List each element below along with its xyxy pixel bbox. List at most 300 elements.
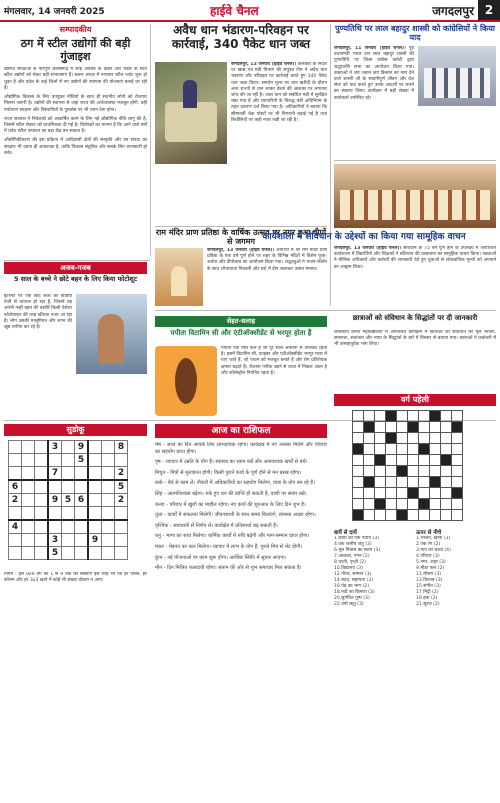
crossword-cell[interactable] (386, 477, 397, 488)
crossword-block (364, 422, 375, 433)
sudoku-cell[interactable] (62, 520, 75, 534)
health-header: सेहत-सलाह (155, 316, 327, 327)
ram-text: अयोध्या में श्री राम मंदिर प्राण प्रतिष्ठा के एक वर्ष पूर्ण होने पर शहर के विभिन्न मंदिरों में विशेष पूजा-अर्चना और दीपोत्सव का आयोजन किया गया। श्रद्धालुओं ने भजन-कीर्तन के साथ शोभायात्रा निकाली और घरों में दीप जलाकर उत्सव मनाया। (207, 248, 327, 272)
column-divider (330, 24, 331, 306)
sudoku-cell[interactable] (48, 480, 62, 494)
crossword-cell[interactable] (375, 510, 386, 521)
crossword-row (353, 433, 463, 444)
crossword-block (353, 444, 364, 455)
crossword-cell[interactable] (408, 444, 419, 455)
sudoku-cell[interactable] (22, 520, 35, 534)
down-clue: 21.सूरज (2) (416, 602, 440, 608)
sudoku-cell[interactable] (102, 467, 115, 481)
across-clue: 22.वर्षा ऋतु (3) (334, 602, 364, 608)
sudoku-cell[interactable] (75, 480, 89, 494)
sudoku-cell[interactable]: 2 (115, 467, 128, 481)
crossword-cell[interactable] (408, 499, 419, 510)
crossword-cell[interactable] (353, 466, 364, 477)
sudoku-grid (8, 440, 128, 560)
crossword-cell[interactable] (408, 477, 419, 488)
sudoku-cell[interactable] (75, 534, 89, 547)
crossword-block (353, 510, 364, 521)
down-clues (416, 536, 496, 608)
crossword-block (364, 477, 375, 488)
crossword-cell[interactable] (397, 499, 408, 510)
sudoku-cell[interactable]: 5 (75, 454, 89, 467)
masthead-brand: हाईवे चैनल (210, 4, 259, 18)
crossword-cell[interactable] (386, 422, 397, 433)
sudoku-cell[interactable] (102, 520, 115, 534)
sudoku-cell[interactable] (48, 520, 62, 534)
crossword-cell[interactable] (353, 433, 364, 444)
sudoku-cell[interactable]: 5 (48, 547, 62, 560)
across-title: बायें से दायें (334, 530, 357, 536)
across-clue: 18.नदी का किनारा (3) (334, 590, 375, 596)
rashi-item: मकर - मेहनत का फल मिलेगा। व्यापार में लाभ के योग हैं, पुराने मित्र से भेंट होगी। (155, 543, 303, 550)
down-clue: 11.मौसम (3) (416, 572, 442, 578)
crossword-cell[interactable] (452, 433, 463, 444)
crossword-cell[interactable] (364, 455, 375, 466)
sudoku-header: सुडोकू (4, 424, 147, 436)
crossword-row (353, 499, 463, 510)
sudoku-cell[interactable] (88, 480, 102, 494)
sudoku-cell[interactable] (62, 467, 75, 481)
sudoku-row (9, 534, 128, 547)
crossword-across (334, 530, 414, 608)
ram-dateline: जगदलपुर, 13 जनवरी (हाईवे चैनल)। (207, 248, 275, 253)
crossword-cell[interactable] (441, 477, 452, 488)
lead-dateline: जगदलपुर, 13 जनवरी (हाईवे चैनल)। (231, 62, 297, 67)
sudoku-cell[interactable] (102, 441, 115, 454)
sudoku-cell[interactable] (88, 547, 102, 560)
crossword-cell[interactable] (441, 466, 452, 477)
across-clue: 10.विद्यालय (3) (334, 566, 363, 572)
crossword-cell[interactable] (386, 510, 397, 521)
crossword-cell[interactable] (419, 455, 430, 466)
sudoku-cell[interactable] (88, 454, 102, 467)
shastri-dateline: जगदलपुर, 11 जनवरी (हाईवे चैनल)। (334, 46, 406, 51)
column-divider (150, 24, 151, 256)
crossword-cell[interactable] (430, 488, 441, 499)
crossword-cell[interactable] (452, 499, 463, 510)
sudoku-cell[interactable]: 4 (9, 520, 22, 534)
page-header (0, 0, 500, 22)
crossword-cell[interactable] (441, 488, 452, 499)
lead-title: अवैध धान भंडारण-परिवहन पर कार्रवाई, 340 पैकेट धान जब्त (171, 23, 311, 51)
down-clue: 17.मिट्टी (2) (416, 590, 439, 596)
crossword-cell[interactable] (408, 466, 419, 477)
sudoku-cell[interactable] (22, 494, 35, 507)
crossword-grid (352, 410, 463, 521)
across-clue: 12.गौरव, सम्मान (3) (334, 572, 372, 578)
ajab-story (4, 276, 147, 283)
crossword-block (397, 466, 408, 477)
crossword-cell[interactable] (353, 411, 364, 422)
rashi-item: मीन - दिन मिश्रित फलदायी रहेगा। संतान की ओर से शुभ समाचार मिल सकता है। (155, 565, 302, 572)
crossword-cell[interactable] (364, 444, 375, 455)
chhatra-title: छात्राओं को संविधान के सिद्धांतों पर दी जानकारी (352, 314, 478, 322)
papaya-photo (155, 346, 217, 416)
shastri-body (334, 46, 414, 156)
sudoku-cell[interactable] (115, 534, 128, 547)
page-number: 2 (478, 0, 500, 20)
crossword-cell[interactable] (353, 455, 364, 466)
sudoku-cell[interactable] (35, 547, 49, 560)
across-clue: 1.छाया का एक पर्याय (3) (334, 536, 379, 542)
sudoku-cell[interactable]: 6 (9, 480, 22, 494)
editorial-paragraph: औद्योगिक विकास के लिए उपयुक्त नीतियों के साथ ही स्थानीय लोगों को रोजगार मिलना जरूरी है। उद्योगों की स्थापना से जहां राज्य की अर्थव्यवस्था मजबूत होगी, वहीं पर्यावरण संरक्षण और विस्थापितों के पुनर्वास पर भी ध्यान देना होगा। (4, 95, 147, 113)
editorial-title: ठग में स्टील उद्योगों की बड़ी गुंजाइश (20, 37, 131, 63)
sudoku-row (9, 494, 128, 507)
crossword-block (452, 488, 463, 499)
crossword-block (375, 455, 386, 466)
crossword-block (386, 433, 397, 444)
crossword-cell[interactable] (441, 411, 452, 422)
sudoku-cell[interactable] (75, 547, 89, 560)
sudoku-row (9, 507, 128, 521)
sudoku-cell[interactable] (35, 520, 49, 534)
sudoku-cell[interactable] (35, 467, 49, 481)
rashi-item: धनु - भाग्य का साथ मिलेगा। धार्मिक कार्यों में रुचि बढ़ेगी और मान-सम्मान प्राप्त होगा। (155, 533, 310, 540)
crossword-row (353, 422, 463, 433)
chhatra-body (334, 330, 496, 390)
down-clue: 5.नगर, शहर (3) (416, 560, 446, 566)
sudoku-cell[interactable] (62, 454, 75, 467)
crossword-block (375, 499, 386, 510)
crossword-cell[interactable] (452, 466, 463, 477)
sudoku-cell[interactable] (9, 454, 22, 467)
crossword-cell[interactable] (452, 477, 463, 488)
sudoku-cell[interactable] (62, 534, 75, 547)
crossword-row (353, 477, 463, 488)
crossword-cell[interactable] (408, 411, 419, 422)
crossword-cell[interactable] (375, 466, 386, 477)
sudoku-cell[interactable]: 9 (88, 534, 102, 547)
crossword-table (352, 410, 463, 521)
sudoku-rules-text: नियम : इस 9x9 वर्ग की 1 से 9 तक की संख्याएं इस तरह भरें कि हर पंक्ति, हर कॉलम और हर 3x3 खाने में कोई भी संख्या दोबारा न आए। (4, 572, 147, 584)
sudoku-cell[interactable] (35, 454, 49, 467)
sudoku-cell[interactable] (9, 441, 22, 454)
crossword-cell[interactable] (430, 455, 441, 466)
crossword-cell[interactable] (375, 422, 386, 433)
crossword-cell[interactable] (441, 510, 452, 521)
sudoku-cell[interactable] (22, 547, 35, 560)
down-clue: 2.एक रंग (2) (416, 542, 441, 548)
karyashala-story (232, 232, 496, 242)
crossword-cell[interactable] (375, 411, 386, 422)
ajab-photo (76, 294, 147, 374)
sudoku-row (9, 467, 128, 481)
sudoku-cell[interactable] (22, 480, 35, 494)
sudoku-cell[interactable] (48, 507, 62, 521)
shastri-text: पूर्व प्रधानमंत्री भारत रत्न लाल बहादुर शास्त्री की पुण्यतिथि पर जिला कांग्रेस कमेटी द्वारा श्रद्धांजलि सभा का आयोजन किया गया। वक्ताओं ने जय जवान जय किसान का नारा देने वाले शास्त्री जी के सादगीपूर्ण जीवन और देश सेवा को याद करते हुए उनके आदर्शों पर चलने का संकल्प लिया। कार्यक्रम में बड़ी संख्या में कार्यकर्ता उपस्थित रहे। (334, 46, 414, 101)
sudoku-cell[interactable] (35, 480, 49, 494)
down-clue: 3.गाय का बच्चा (4) (416, 548, 451, 554)
sudoku-cell[interactable] (102, 480, 115, 494)
crossword-cell[interactable] (353, 499, 364, 510)
sudoku-cell[interactable] (22, 454, 35, 467)
sudoku-cell[interactable] (62, 441, 75, 454)
health-body (221, 346, 327, 416)
sudoku-cell[interactable] (62, 547, 75, 560)
sudoku-row (9, 480, 128, 494)
sudoku-cell[interactable] (22, 441, 35, 454)
crossword-cell[interactable] (441, 499, 452, 510)
crossword-cell[interactable] (397, 477, 408, 488)
crossword-header: वर्ग पहेली (334, 394, 496, 406)
crossword-cell[interactable] (386, 488, 397, 499)
crossword-down (416, 530, 496, 608)
sudoku-cell[interactable]: 9 (48, 494, 62, 507)
down-clue: 15.संगीत (3) (416, 584, 441, 590)
crossword-cell[interactable] (364, 411, 375, 422)
crossword-cell[interactable] (452, 411, 463, 422)
chhatra-text: शासकीय कन्या महाविद्यालय में आयोजित कार्यक्रम में छात्राओं को संविधान की मूल भावना, समानता, स्वतंत्रता और न्याय के सिद्धांतों के बारे में विस्तार से बताया गया। छात्राओं ने प्रश्नोत्तरी में भी उत्साहपूर्वक भाग लिया। (334, 330, 496, 348)
shastri-story (334, 24, 496, 42)
rashi-item: मेष - आज का दिन आपके लिए लाभदायक रहेगा। कार्यक्षेत्र में नए अवसर मिलेंगे और परिवार का सहयोग प्राप्त होगा। (155, 442, 327, 455)
across-clues (334, 536, 414, 608)
crossword-cell[interactable] (430, 499, 441, 510)
karyashala-photo (334, 164, 496, 228)
sudoku-cell[interactable] (35, 494, 49, 507)
across-clue: 8.धरती, पृथ्वी (2) (334, 560, 366, 566)
sudoku-cell[interactable] (102, 507, 115, 521)
chhatra-story (334, 314, 496, 322)
sudoku-cell[interactable]: 8 (115, 441, 128, 454)
sudoku-cell[interactable] (9, 534, 22, 547)
sudoku-cell[interactable] (62, 480, 75, 494)
crossword-cell[interactable] (430, 422, 441, 433)
sudoku-cell[interactable]: 6 (75, 494, 89, 507)
crossword-cell[interactable] (397, 488, 408, 499)
rashi-item: सिंह - आत्मविश्वास बढ़ेगा। रुके हुए धन की प्राप्ति हो सकती है, वाणी पर संयम रखें। (155, 490, 307, 497)
rashifal-list (155, 442, 327, 797)
section-divider (334, 160, 496, 161)
sudoku-cell[interactable] (35, 441, 49, 454)
crossword-cell[interactable] (452, 455, 463, 466)
crossword-cell[interactable] (353, 422, 364, 433)
crossword-cell[interactable] (408, 455, 419, 466)
sudoku-cell[interactable] (88, 507, 102, 521)
crossword-cell[interactable] (375, 488, 386, 499)
sudoku-row (9, 520, 128, 534)
sudoku-cell[interactable] (22, 534, 35, 547)
shastri-photo (418, 46, 496, 106)
ajab-title: 5 साल के बच्चे ने छोटे बहन के लिए किया फोटोशूट (14, 275, 137, 283)
crossword-cell[interactable] (397, 411, 408, 422)
crossword-cell[interactable] (386, 444, 397, 455)
crossword-cell[interactable] (452, 444, 463, 455)
editorial-paragraph: राज्य सरकार ने निवेशकों को आकर्षित करने के लिए नई औद्योगिक नीति लागू की है, जिसमें स्टील सेक्टर को प्राथमिकता दी गई है। विशेषज्ञों का मानना है कि आने वाले वर्षों में प्रदेश स्टील उत्पादन का बड़ा केंद्र बन सकता है। (4, 116, 147, 135)
sudoku-cell[interactable]: 2 (9, 494, 22, 507)
rashi-item: तुला - कार्यों में सफलता मिलेगी। जीवनसाथी के साथ समय बिताएंगे, स्वास्थ्य अच्छा रहेगा। (155, 512, 316, 519)
section-divider (155, 310, 496, 311)
down-clue: 19.हवा (2) (416, 596, 438, 602)
crossword-block (441, 455, 452, 466)
across-clue: 20.सुगंधित पुष्प (3) (334, 596, 370, 602)
health-text: पपीता एक ऐसा फल है जो पूरे साल आसानी से उपलब्ध रहता है। इसमें विटामिन सी, फाइबर और एंटीऑक्सीडेंट भरपूर मात्रा में पाए जाते हैं, जो पाचन को मजबूत बनाते हैं और रोग प्रतिरोधक क्षमता बढ़ाते हैं। रोजाना पपीता खाने से त्वचा में निखार आता है और कोलेस्ट्रॉल नियंत्रित रहता है। (221, 346, 327, 376)
crossword-block (408, 422, 419, 433)
sudoku-cell[interactable] (115, 454, 128, 467)
sudoku-cell[interactable] (62, 507, 75, 521)
across-clue: 7.आकाश, गगन (2) (334, 554, 370, 560)
crossword-cell[interactable] (386, 466, 397, 477)
crossword-cell[interactable] (419, 466, 430, 477)
sudoku-cell[interactable] (9, 507, 22, 521)
sudoku-cell[interactable] (102, 534, 115, 547)
crossword-cell[interactable] (397, 455, 408, 466)
sudoku-row (9, 441, 128, 454)
sudoku-cell[interactable] (102, 454, 115, 467)
crossword-cell[interactable] (353, 488, 364, 499)
karyashala-text: संविधान के 75 वर्ष पूर्ण होने के उपलक्ष्य में आयोजित कार्यशाला में विद्यार्थियों और शिक्षकों ने संविधान की प्रस्तावना का सामूहिक वाचन किया। वक्ताओं ने मौलिक अधिकारों और कर्तव्यों की जानकारी देते हुए युवाओं से लोकतांत्रिक मूल्यों को अपनाने का आह्वान किया। (334, 246, 496, 270)
lead-body (231, 62, 327, 224)
crossword-cell[interactable] (364, 499, 375, 510)
crossword-cell[interactable] (364, 510, 375, 521)
lead-text: कलेक्टर के निर्देश पर खाद्य एवं मंडी विभाग की संयुक्त टीम ने अवैध धान भंडारण और परिवहन पर कार्रवाई करते हुए 340 पैकेट धान जब्त किया। समर्थन मूल्य पर धान खरीदी के दौरान अन्य राज्यों से धान लाकर बेचने की आशंका पर लगातार जांच की जा रही है। जब्त धान को संबंधित मंडी में सुरक्षित रखा गया है और व्यापारियों के विरुद्ध मंडी अधिनियम के तहत प्रकरण दर्ज किया गया है। अधिकारियों ने बताया कि सीमावर्ती चेक पोस्टों पर भी निगरानी बढ़ाई गई है तथा बिचौलियों पर कड़ी नजर रखी जा रही है। (231, 62, 327, 123)
crossword-block (397, 510, 408, 521)
issue-date: मंगलवार, 14 जनवरी 2025 (4, 7, 105, 17)
sudoku-cell[interactable] (88, 520, 102, 534)
crossword-cell[interactable] (419, 422, 430, 433)
crossword-cell[interactable] (386, 499, 397, 510)
crossword-cell[interactable] (364, 488, 375, 499)
sudoku-cell[interactable]: 7 (48, 467, 62, 481)
ram-photo (155, 248, 203, 306)
sudoku-cell[interactable] (115, 547, 128, 560)
edition-city: जगदलपुर (432, 4, 474, 18)
crossword-cell[interactable] (419, 411, 430, 422)
sudoku-row (9, 454, 128, 467)
sudoku-row (9, 547, 128, 560)
sudoku-cell[interactable] (88, 467, 102, 481)
sudoku-cell[interactable] (75, 507, 89, 521)
karyashala-body (334, 246, 496, 306)
section-divider (4, 260, 150, 261)
down-clue: 4.परिवार (3) (416, 554, 440, 560)
crossword-cell[interactable] (375, 477, 386, 488)
crossword-cell[interactable] (364, 433, 375, 444)
crossword-cell[interactable] (386, 455, 397, 466)
crossword-row (353, 466, 463, 477)
crossword-cell[interactable] (375, 444, 386, 455)
ram-title: राम मंदिर प्राण प्रतिष्ठा के वार्षिक उत्सव पर नगर हुआ दीपों से जगमग (155, 228, 327, 247)
section-divider (155, 226, 327, 227)
sudoku-cell[interactable]: 3 (48, 534, 62, 547)
rashifal-header: आज का राशिफल (155, 424, 327, 438)
crossword-cell[interactable] (430, 510, 441, 521)
crossword-row (353, 488, 463, 499)
crossword-cell[interactable] (408, 510, 419, 521)
crossword-cell[interactable] (441, 422, 452, 433)
ram-body (207, 248, 327, 306)
crossword-block (419, 499, 430, 510)
karyashala-title: कार्यशाला में संविधान के उद्देश्यों का किया गया सामूहिक वाचन (262, 232, 466, 242)
sudoku-cell[interactable] (115, 520, 128, 534)
sudoku-cell[interactable] (9, 547, 22, 560)
sudoku-rules (4, 572, 147, 612)
sudoku-table (8, 440, 128, 560)
karyashala-dateline: जगदलपुर, 13 जनवरी (हाईवे चैनल)। (334, 246, 402, 251)
sudoku-cell[interactable]: 9 (75, 441, 89, 454)
crossword-cell[interactable] (430, 466, 441, 477)
rashi-item: वृष - व्यापार में उन्नति के योग हैं। स्वास्थ्य का ध्यान रखें और अनावश्यक खर्चों से बचें। (155, 459, 308, 466)
across-clue: 4.एक जलीय जंतु (3) (334, 542, 372, 548)
ajab-header: अजब-गजब (4, 262, 147, 274)
crossword-cell[interactable] (375, 433, 386, 444)
rashi-item: वृश्चिक - सावधानी से निर्णय लें। कार्यक्षेत्र में प्रतिस्पर्धा बढ़ सकती है। (155, 522, 278, 529)
crossword-block (386, 411, 397, 422)
crossword-cell[interactable] (397, 433, 408, 444)
across-clue: 14.मदद, सहायता (3) (334, 578, 374, 584)
crossword-row (353, 510, 463, 521)
sudoku-cell[interactable] (22, 467, 35, 481)
crossword-cell[interactable] (364, 466, 375, 477)
sudoku-cell[interactable] (75, 467, 89, 481)
crossword-cell[interactable] (419, 433, 430, 444)
crossword-cell[interactable] (397, 422, 408, 433)
health-story (155, 329, 327, 337)
lead-photo (155, 62, 227, 164)
sudoku-cell[interactable] (9, 467, 22, 481)
health-title: पपीता विटामिन सी और एंटीऑक्सीडेंट से भरपूर होता है (170, 329, 312, 337)
sudoku-cell[interactable] (35, 534, 49, 547)
down-clue: 9.मीठा फल (2) (416, 566, 445, 572)
editorial-body (4, 67, 147, 257)
crossword-cell[interactable] (430, 433, 441, 444)
sudoku-cell[interactable] (75, 520, 89, 534)
crossword-cell[interactable] (353, 477, 364, 488)
crossword-block (408, 488, 419, 499)
rashi-item: मिथुन - मित्रों से मुलाकात होगी। किसी पुराने कार्य के पूर्ण होने से मन प्रसन्न रहेगा। (155, 469, 301, 476)
crossword-cell[interactable] (441, 444, 452, 455)
crossword-cell[interactable] (419, 477, 430, 488)
sudoku-cell[interactable] (22, 507, 35, 521)
crossword-cell[interactable] (419, 510, 430, 521)
crossword-row (353, 444, 463, 455)
sudoku-cell[interactable]: 2 (115, 494, 128, 507)
sudoku-cell[interactable] (35, 507, 49, 521)
rashi-item: कन्या - परिवार में खुशी का माहौल रहेगा। नए कार्य की शुरुआत के लिए दिन शुभ है। (155, 501, 306, 508)
down-clue: 1.भोजन, खाना (3) (416, 536, 451, 542)
rashi-item: कुंभ - नई योजनाओं पर काम शुरू होगा। आर्थिक स्थिति में सुधार आएगा। (155, 554, 287, 561)
editorial-section-label: सम्पादकीय (59, 25, 92, 34)
sudoku-cell[interactable] (48, 454, 62, 467)
crossword-cell[interactable] (397, 444, 408, 455)
crossword-block (430, 411, 441, 422)
sudoku-cell[interactable] (102, 547, 115, 560)
crossword-cell[interactable] (419, 488, 430, 499)
shastri-title: पुण्यतिथि पर लाल बहादुर शास्त्री को कांग्रेसियों ने किया याद (335, 24, 495, 43)
lead-story (155, 24, 327, 52)
across-clue: 16.पेड़ का भाग (2) (334, 584, 369, 590)
sudoku-cell[interactable] (102, 494, 115, 507)
crossword-cell[interactable] (441, 433, 452, 444)
down-clue: 13.किताब (3) (416, 578, 443, 584)
sudoku-cell[interactable] (115, 507, 128, 521)
sudoku-cell[interactable] (88, 494, 102, 507)
sudoku-cell[interactable]: 5 (115, 480, 128, 494)
sudoku-cell[interactable] (88, 441, 102, 454)
crossword-cell[interactable] (452, 510, 463, 521)
crossword-cell[interactable] (408, 433, 419, 444)
ajab-body (4, 294, 72, 414)
editorial-paragraph: औद्योगिकीकरण की इस प्रक्रिया में आदिवासी क्षेत्रों की संस्कृति और वन संपदा का संरक्षण भी उतना ही आवश्यक है, ताकि विकास संतुलित और सबके लिए लाभकारी हो सके। (4, 138, 147, 156)
sudoku-cell[interactable]: 3 (48, 441, 62, 454)
crossword-cell[interactable] (430, 444, 441, 455)
sudoku-cell[interactable]: 5 (62, 494, 75, 507)
crossword-block (430, 477, 441, 488)
